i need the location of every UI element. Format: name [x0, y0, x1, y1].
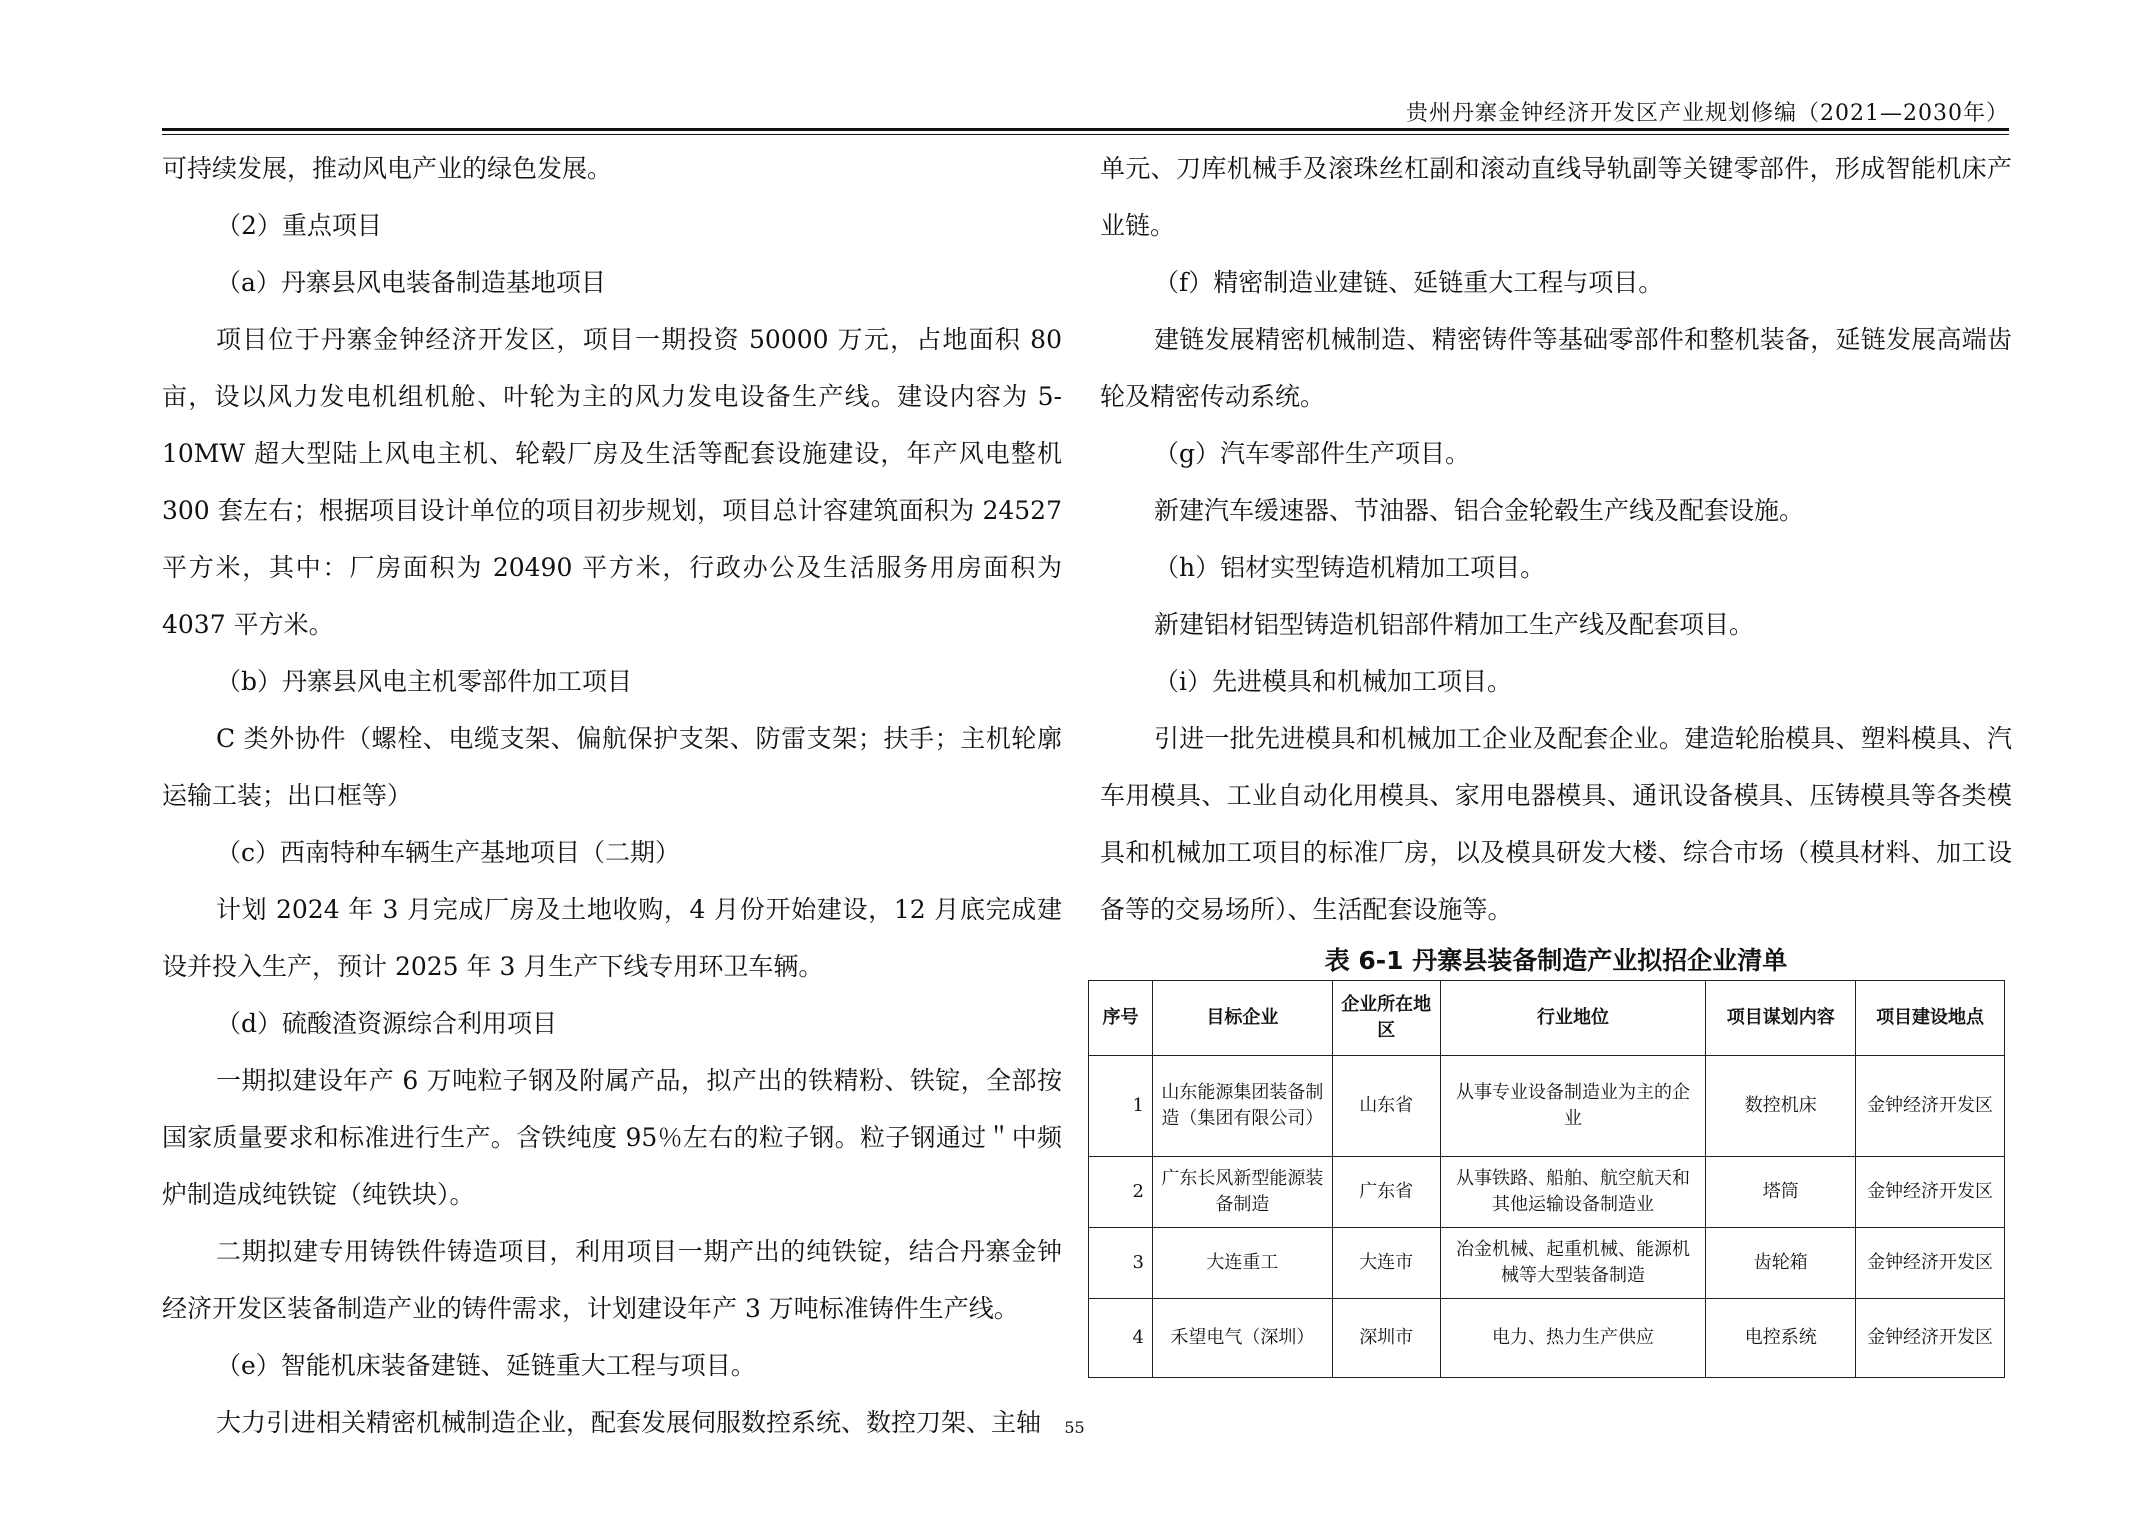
paragraph: 可持续发展，推动风电产业的绿色发展。 [162, 154, 613, 183]
left-column [162, 140, 1062, 1451]
paragraph: （i）先进模具和机械加工项目。 [1154, 667, 1512, 696]
cell-industry-position: 从事铁路、船舶、航空航天和其他运输设备制造业 [1440, 1157, 1706, 1228]
paragraph: 二期拟建专用铸铁件铸造项目，利用项目一期产出的纯铁锭，结合丹寨金钟经济开发区装备制造产业的铸件需求，计划建设年产 3 万吨标准铸件生产线。 [162, 1237, 1062, 1323]
cell-index: 1 [1089, 1056, 1153, 1157]
paragraph: 新建铝材铝型铸造机铝部件精加工生产线及配套项目。 [1154, 610, 1755, 639]
cell-project-content: 电控系统 [1706, 1299, 1856, 1378]
table-header-row [1089, 981, 2005, 1056]
right-column [1100, 140, 2012, 1378]
header-cell-region: 企业所在地区 [1332, 981, 1440, 1056]
header-cell-industry-position: 行业地位 [1440, 981, 1706, 1056]
header-rule-thick [162, 128, 2009, 131]
table-row [1089, 1056, 2005, 1157]
cell-company: 广东长风新型能源装备制造 [1152, 1157, 1332, 1228]
paragraph: 项目位于丹寨金钟经济开发区，项目一期投资 50000 万元，占地面积 80 亩，设以风力发电机组机舱、叶轮为主的风力发电设备生产线。建设内容为 5-10MW 超大型陆上风电主机、轮毂厂房及生活等配套设施建设，年产风电整机 300 套左右；根据项目设计单位的项目初步规划，项目总计容建筑面积为 24527 平方米，其中：厂房面积为 20490 平方米，行政办公及生活服务用房面积为 4037 平方米。 [162, 325, 1062, 639]
cell-project-content: 数控机床 [1706, 1056, 1856, 1157]
paragraph: （e）智能机床装备建链、延链重大工程与项目。 [216, 1351, 756, 1380]
paragraph: （2）重点项目 [216, 211, 382, 240]
paragraph: 大力引进相关精密机械制造企业，配套发展伺服数控系统、数控刀架、主轴 [216, 1408, 1042, 1437]
company-table [1088, 980, 2005, 1378]
cell-index: 2 [1089, 1157, 1153, 1228]
cell-project-location: 金钟经济开发区 [1856, 1228, 2005, 1299]
header-rule-thin [162, 134, 2009, 135]
table-title: 表 6-1 丹寨县装备制造产业拟招企业清单 [1324, 946, 1788, 975]
paragraph: 建链发展精密机械制造、精密铸件等基础零部件和整机装备，延链发展高端齿轮及精密传动系统。 [1100, 325, 2012, 411]
paragraph: 引进一批先进模具和机械加工企业及配套企业。建造轮胎模具、塑料模具、汽车用模具、工业自动化用模具、家用电器模具、通讯设备模具、压铸模具等各类模具和机械加工项目的标准厂房，以及模具研发大楼、综合市场（模具材料、加工设备等的交易场所）、生活配套设施等。 [1100, 724, 2012, 924]
cell-region: 广东省 [1332, 1157, 1440, 1228]
paragraph: C 类外协件（螺栓、电缆支架、偏航保护支架、防雷支架；扶手；主机轮廓运输工装；出口框等） [162, 724, 1062, 810]
header-cell-project-location: 项目建设地点 [1856, 981, 2005, 1056]
header-cell-project-content: 项目谋划内容 [1706, 981, 1856, 1056]
cell-region: 深圳市 [1332, 1299, 1440, 1378]
paragraph: （h）铝材实型铸造机精加工项目。 [1154, 553, 1546, 582]
table-row [1089, 1299, 2005, 1378]
paragraph: （b）丹寨县风电主机零部件加工项目 [216, 667, 633, 696]
cell-index: 3 [1089, 1228, 1153, 1299]
right-column-paragraphs [1100, 140, 2012, 938]
paragraph: 单元、刀库机械手及滚珠丝杠副和滚动直线导轨副等关键零部件，形成智能机床产业链。 [1100, 154, 2012, 240]
paragraph: （c）西南特种车辆生产基地项目（二期） [216, 838, 681, 867]
paragraph: （a）丹寨县风电装备制造基地项目 [216, 268, 606, 297]
cell-index: 4 [1089, 1299, 1153, 1378]
cell-project-content: 齿轮箱 [1706, 1228, 1856, 1299]
cell-industry-position: 电力、热力生产供应 [1440, 1299, 1706, 1378]
cell-industry-position: 冶金机械、起重机械、能源机械等大型装备制造 [1440, 1228, 1706, 1299]
cell-project-location: 金钟经济开发区 [1856, 1056, 2005, 1157]
paragraph: （g）汽车零部件生产项目。 [1154, 439, 1471, 468]
cell-industry-position: 从事专业设备制造业为主的企业 [1440, 1056, 1706, 1157]
paragraph: 一期拟建设年产 6 万吨粒子钢及附属产品，拟产出的铁精粉、铁锭，全部按国家质量要求和标准进行生产。含铁纯度 95％左右的粒子钢。粒子钢通过＂中频炉制造成纯铁锭（纯铁块）。 [162, 1066, 1062, 1209]
cell-company: 禾望电气（深圳） [1152, 1299, 1332, 1378]
document-header-title: 贵州丹寨金钟经济开发区产业规划修编（2021—2030年） [1406, 101, 2009, 126]
cell-project-location: 金钟经济开发区 [1856, 1299, 2005, 1378]
page-number: 55 [1064, 1418, 1085, 1437]
cell-region: 大连市 [1332, 1228, 1440, 1299]
cell-project-location: 金钟经济开发区 [1856, 1157, 2005, 1228]
table-row [1089, 1228, 2005, 1299]
cell-company: 大连重工 [1152, 1228, 1332, 1299]
table-row [1089, 1157, 2005, 1228]
paragraph: （d）硫酸渣资源综合利用项目 [216, 1009, 558, 1038]
header-cell-index: 序号 [1089, 981, 1153, 1056]
cell-project-content: 塔筒 [1706, 1157, 1856, 1228]
paragraph: 计划 2024 年 3 月完成厂房及土地收购，4 月份开始建设，12 月底完成建设并投入生产，预计 2025 年 3 月生产下线专用环卫车辆。 [162, 895, 1062, 981]
cell-company: 山东能源集团装备制造（集团有限公司） [1152, 1056, 1332, 1157]
table-body [1089, 1056, 2005, 1378]
header-cell-company: 目标企业 [1152, 981, 1332, 1056]
paragraph: 新建汽车缓速器、节油器、铝合金轮毂生产线及配套设施。 [1154, 496, 1805, 525]
paragraph: （f）精密制造业建链、延链重大工程与项目。 [1154, 268, 1664, 297]
cell-region: 山东省 [1332, 1056, 1440, 1157]
